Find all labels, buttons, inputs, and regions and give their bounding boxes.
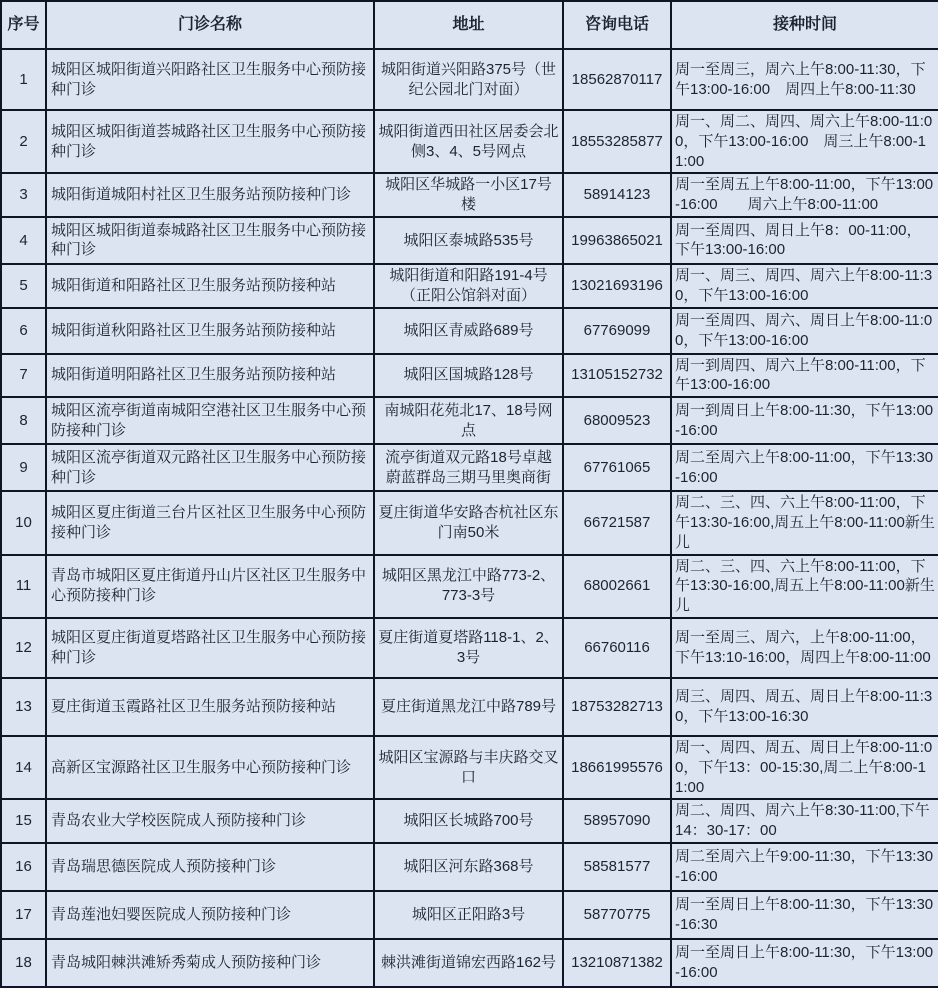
cell-schedule: 周三、周四、周五、周日上午8:00-11:30，下午13:00-16:30 (671, 678, 938, 736)
cell-phone: 66721587 (563, 491, 671, 554)
cell-serial-number: 17 (1, 891, 46, 939)
cell-clinic-name: 城阳区城阳街道荟城路社区卫生服务中心预防接种门诊 (46, 110, 374, 173)
cell-phone: 18753282713 (563, 678, 671, 736)
cell-clinic-name: 青岛城阳棘洪滩矫秀菊成人预防接种门诊 (46, 939, 374, 987)
cell-clinic-name: 城阳街道城阳村社区卫生服务站预防接种门诊 (46, 173, 374, 217)
cell-schedule: 周一至周四、周六、周日上午8:00-11:00，下午13:00-16:00 (671, 308, 938, 354)
cell-serial-number: 14 (1, 736, 46, 799)
cell-phone: 58957090 (563, 799, 671, 843)
cell-schedule: 周一至周四、周日上午8：00-11:00，下午13:00-16:00 (671, 217, 938, 264)
cell-address: 城阳街道西田社区居委会北侧3、4、5号网点 (374, 110, 563, 173)
cell-clinic-name: 城阳街道和阳路社区卫生服务站预防接种站 (46, 264, 374, 308)
cell-schedule: 周二至周六上午9:00-11:30，下午13:30-16:00 (671, 843, 938, 891)
cell-schedule: 周二、周四、周六上午8:30-11:00,下午14：30-17：00 (671, 799, 938, 843)
cell-address: 南城阳花苑北17、18号网点 (374, 397, 563, 444)
header-address: 地址 (374, 1, 563, 49)
cell-serial-number: 4 (1, 217, 46, 264)
cell-schedule: 周一、周三、周四、周六上午8:00-11:30，下午13:00-16:00 (671, 264, 938, 308)
cell-phone: 13105152732 (563, 354, 671, 398)
table-row (1, 173, 938, 217)
cell-serial-number: 18 (1, 939, 46, 987)
cell-schedule: 周一到周日上午8:00-11:30，下午13:00-16:00 (671, 397, 938, 444)
cell-clinic-name: 城阳区城阳街道泰城路社区卫生服务中心预防接种门诊 (46, 217, 374, 264)
cell-clinic-name: 夏庄街道玉霞路社区卫生服务站预防接种站 (46, 678, 374, 736)
clinic-rows (1, 49, 938, 987)
cell-phone: 13021693196 (563, 264, 671, 308)
table-row (1, 891, 938, 939)
cell-clinic-name: 城阳区流亭街道南城阳空港社区卫生服务中心预防接种门诊 (46, 397, 374, 444)
cell-address: 城阳区长城路700号 (374, 799, 563, 843)
cell-address: 城阳街道和阳路191-4号（正阳公馆斜对面） (374, 264, 563, 308)
cell-serial-number: 7 (1, 354, 46, 398)
header-phone: 咨询电话 (563, 1, 671, 49)
table-row (1, 264, 938, 308)
table-row (1, 555, 938, 618)
cell-schedule: 周一、周二、周四、周六上午8:00-11:00，下午13:00-16:00 周三上午8:00-11:00 (671, 110, 938, 173)
cell-schedule: 周一到周四、周六上午8:00-11:00，下午13:00-16:00 (671, 354, 938, 398)
cell-serial-number: 11 (1, 555, 46, 618)
cell-serial-number: 6 (1, 308, 46, 354)
cell-clinic-name: 城阳街道明阳路社区卫生服务站预防接种站 (46, 354, 374, 398)
header-row (1, 1, 938, 49)
cell-serial-number: 3 (1, 173, 46, 217)
cell-phone: 18553285877 (563, 110, 671, 173)
cell-phone: 58770775 (563, 891, 671, 939)
cell-schedule: 周一至周三，周六上午8:00-11:30，下午13:00-16:00 周四上午8:00-11:30 (671, 49, 938, 110)
cell-clinic-name: 青岛莲池妇婴医院成人预防接种门诊 (46, 891, 374, 939)
cell-phone: 68009523 (563, 397, 671, 444)
cell-clinic-name: 城阳区夏庄街道三台片区社区卫生服务中心预防接种门诊 (46, 491, 374, 554)
cell-clinic-name: 城阳区夏庄街道夏塔路社区卫生服务中心预防接种门诊 (46, 618, 374, 678)
table-row (1, 736, 938, 799)
cell-clinic-name: 城阳区流亭街道双元路社区卫生服务中心预防接种门诊 (46, 444, 374, 491)
table-row (1, 843, 938, 891)
cell-address: 城阳区华城路一小区17号楼 (374, 173, 563, 217)
table-row (1, 618, 938, 678)
cell-serial-number: 10 (1, 491, 46, 554)
cell-phone: 68002661 (563, 555, 671, 618)
cell-schedule: 周一至周三、周六，上午8:00-11:00，下午13:10-16:00，周四上午8:00-11:00 (671, 618, 938, 678)
cell-clinic-name: 城阳区城阳街道兴阳路社区卫生服务中心预防接种门诊 (46, 49, 374, 110)
cell-serial-number: 8 (1, 397, 46, 444)
cell-schedule: 周二、三、四、六上午8:00-11:00，下午13:30-16:00,周五上午8:00-11:00新生儿 (671, 491, 938, 554)
cell-address: 流亭街道双元路18号卓越蔚蓝群岛三期马里奥商街 (374, 444, 563, 491)
table-row (1, 110, 938, 173)
table-row (1, 397, 938, 444)
table-row (1, 939, 938, 987)
cell-phone: 18562870117 (563, 49, 671, 110)
cell-schedule: 周二、三、四、六上午8:00-11:00，下午13:30-16:00,周五上午8:00-11:00新生儿 (671, 555, 938, 618)
cell-schedule: 周一至周五上午8:00-11:00，下午13:00-16:00 周六上午8:00-11:00 (671, 173, 938, 217)
cell-address: 城阳区宝源路与丰庆路交叉口 (374, 736, 563, 799)
cell-serial-number: 2 (1, 110, 46, 173)
cell-address: 城阳街道兴阳路375号（世纪公园北门对面） (374, 49, 563, 110)
header-clinic-name: 门诊名称 (46, 1, 374, 49)
cell-phone: 19963865021 (563, 217, 671, 264)
cell-address: 棘洪滩街道锦宏西路162号 (374, 939, 563, 987)
cell-serial-number: 9 (1, 444, 46, 491)
cell-clinic-name: 青岛市城阳区夏庄街道丹山片区社区卫生服务中心预防接种门诊 (46, 555, 374, 618)
cell-address: 城阳区泰城路535号 (374, 217, 563, 264)
cell-clinic-name: 青岛农业大学校医院成人预防接种门诊 (46, 799, 374, 843)
table-row (1, 491, 938, 554)
cell-clinic-name: 青岛瑞思德医院成人预防接种门诊 (46, 843, 374, 891)
cell-schedule: 周一、周四、周五、周日上午8:00-11:00，下午13：00-15:30,周二上午8:00-11:00 (671, 736, 938, 799)
cell-clinic-name: 高新区宝源路社区卫生服务中心预防接种门诊 (46, 736, 374, 799)
table-row (1, 799, 938, 843)
cell-address: 夏庄街道黑龙江中路789号 (374, 678, 563, 736)
cell-address: 城阳区河东路368号 (374, 843, 563, 891)
cell-phone: 67769099 (563, 308, 671, 354)
table-row (1, 49, 938, 110)
cell-serial-number: 13 (1, 678, 46, 736)
table-row (1, 217, 938, 264)
header-schedule: 接种时间 (671, 1, 938, 49)
cell-serial-number: 1 (1, 49, 46, 110)
cell-phone: 13210871382 (563, 939, 671, 987)
cell-serial-number: 15 (1, 799, 46, 843)
cell-clinic-name: 城阳街道秋阳路社区卫生服务站预防接种站 (46, 308, 374, 354)
cell-address: 城阳区正阳路3号 (374, 891, 563, 939)
table-row (1, 354, 938, 398)
cell-address: 城阳区黑龙江中路773-2、773-3号 (374, 555, 563, 618)
table-row (1, 444, 938, 491)
cell-serial-number: 16 (1, 843, 46, 891)
cell-schedule: 周一至周日上午8:00-11:30，下午13:30-16:30 (671, 891, 938, 939)
cell-schedule: 周二至周六上午8:00-11:00，下午13:30-16:00 (671, 444, 938, 491)
cell-phone: 67761065 (563, 444, 671, 491)
table-row (1, 308, 938, 354)
cell-phone: 66760116 (563, 618, 671, 678)
cell-schedule: 周一至周日上午8:00-11:30，下午13:00-16:00 (671, 939, 938, 987)
header-serial-number: 序号 (1, 1, 46, 49)
cell-address: 城阳区国城路128号 (374, 354, 563, 398)
cell-phone: 58581577 (563, 843, 671, 891)
cell-phone: 58914123 (563, 173, 671, 217)
table-row (1, 678, 938, 736)
cell-address: 夏庄街道华安路杏杭社区东门南50米 (374, 491, 563, 554)
cell-address: 夏庄街道夏塔路118-1、2、3号 (374, 618, 563, 678)
cell-address: 城阳区青威路689号 (374, 308, 563, 354)
cell-serial-number: 5 (1, 264, 46, 308)
cell-phone: 18661995576 (563, 736, 671, 799)
cell-serial-number: 12 (1, 618, 46, 678)
